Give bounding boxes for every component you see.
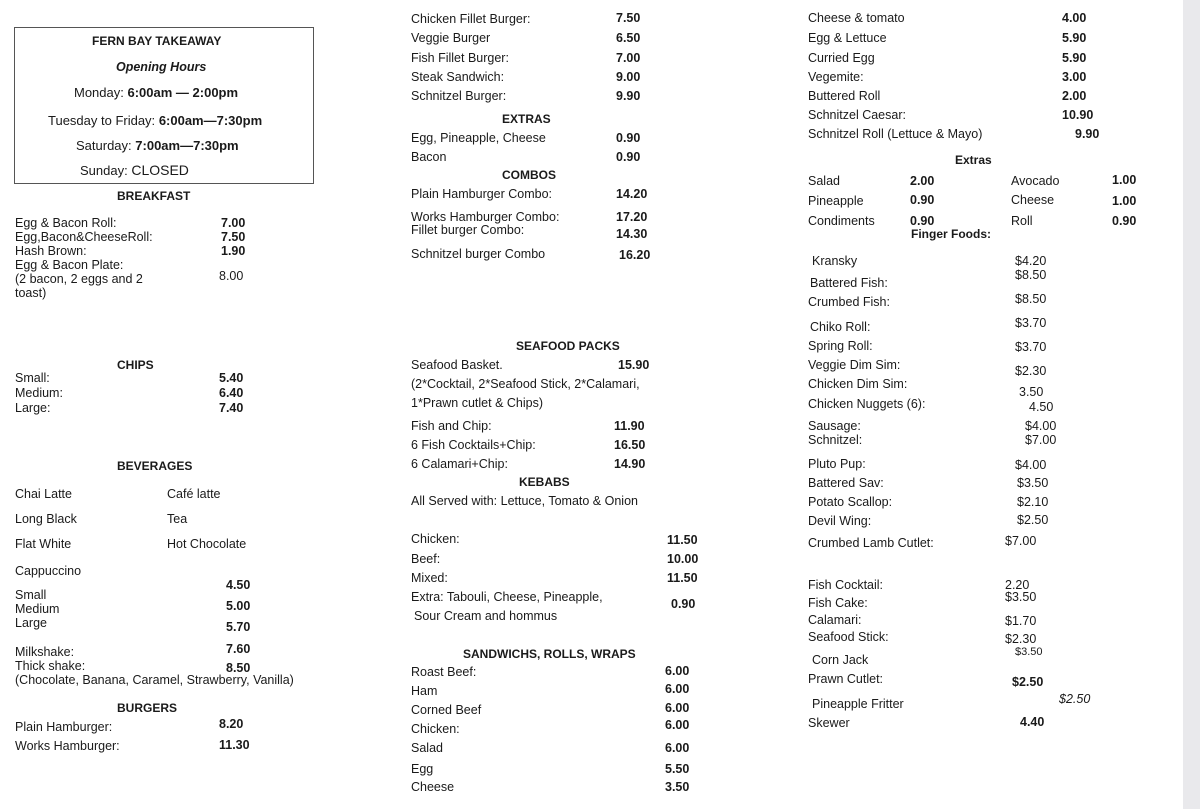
sandwich-price: 2.00 (1062, 89, 1087, 103)
combo-item: Fillet burger Combo: (411, 223, 525, 237)
finger-food-item: Crumbed Fish: (808, 295, 890, 309)
beverage-item: Tea (167, 512, 188, 526)
burger-price: 8.20 (219, 717, 244, 731)
sandwich-price: 6.00 (665, 701, 690, 715)
seafood-item: Fish and Chip: (411, 419, 492, 433)
burger-item: Schnitzel Burger: (411, 89, 507, 103)
finger-food-price: $2.30 (1015, 364, 1047, 378)
side-extra-price: 1.00 (1112, 194, 1137, 208)
burger-price: 6.50 (616, 31, 641, 45)
sandwich-price: 6.00 (665, 718, 690, 732)
sandwich-price: 9.90 (1075, 127, 1100, 141)
kebab-item: Chicken: (411, 532, 460, 546)
kebabs-note: All Served with: Lettuce, Tomato & Onion (411, 494, 638, 508)
beverage-size-price: 4.50 (226, 578, 251, 592)
opening-hours-box (14, 27, 314, 184)
sandwich-price: 6.00 (665, 682, 690, 696)
finger-food-item: Chiko Roll: (810, 320, 871, 334)
finger-food-item: Skewer (808, 716, 850, 730)
seafood-item: 6 Calamari+Chip: (411, 457, 508, 471)
finger-food-item: Seafood Stick: (808, 630, 889, 644)
burger-item: Veggie Burger (411, 31, 491, 45)
milkshake-price: 7.60 (226, 642, 251, 656)
extras-item: Egg, Pineapple, Cheese (411, 131, 546, 145)
hours-saturday: Saturday: 7:00am—7:30pm (76, 138, 239, 153)
sandwich-item: Cheese (411, 780, 455, 794)
finger-food-item: Fish Cake: (808, 596, 868, 610)
finger-food-price: 3.50 (1019, 385, 1044, 399)
combo-price: 17.20 (616, 210, 648, 224)
seafood-item: 6 Fish Cocktails+Chip: (411, 438, 536, 452)
sandwich-item: Roast Beef: (411, 665, 477, 679)
side-extra-item: Avocado (1011, 174, 1060, 188)
beverage-size-price: 5.00 (226, 599, 251, 613)
seafood-price: 15.90 (618, 358, 650, 372)
side-extra-item: Roll (1011, 214, 1033, 228)
extras-price: 0.90 (616, 131, 641, 145)
side-extra-price: 1.00 (1112, 173, 1137, 187)
finger-food-item: Chicken Nuggets (6): (808, 397, 926, 411)
finger-food-price: $1.70 (1005, 614, 1037, 628)
finger-food-price: $2.30 (1005, 632, 1037, 646)
hours-tue-fri: Tuesday to Friday: 6:00am—7:30pm (48, 113, 263, 128)
kebab-item: Mixed: (411, 571, 448, 585)
finger-food-price: 4.40 (1020, 715, 1045, 729)
sandwich-price: 5.90 (1062, 51, 1087, 65)
finger-food-item: Schnitzel: (808, 433, 863, 447)
burger-price: 9.00 (616, 70, 641, 84)
burger-item: Chicken Fillet Burger: (411, 12, 531, 26)
finger-foods-heading: Finger Foods: (911, 227, 991, 241)
kebab-extra-price: 0.90 (671, 597, 696, 611)
sandwich-item: Ham (411, 684, 438, 698)
beverages-heading: BEVERAGES (117, 459, 193, 473)
burger-price: 11.30 (219, 738, 250, 752)
chips-heading: CHIPS (117, 358, 154, 372)
finger-food-item: Crumbed Lamb Cutlet: (808, 536, 934, 550)
finger-food-price: $2.50 (1017, 513, 1049, 527)
combo-item: Schnitzel burger Combo (411, 247, 546, 261)
kebab-extra: Extra: Tabouli, Cheese, Pineapple, (411, 590, 603, 604)
side-extras-heading: Extras (955, 153, 992, 167)
burgers-heading: BURGERS (117, 701, 178, 715)
sandwich-item: Schnitzel Roll (Lettuce & Mayo) (808, 127, 983, 141)
burger-item: Plain Hamburger: (15, 720, 113, 734)
extras-item: Bacon (411, 150, 447, 164)
kebabs-heading: KEBABS (519, 475, 570, 489)
sandwich-price: 3.50 (665, 780, 690, 794)
combos-heading: COMBOS (502, 168, 556, 182)
chips-price: 6.40 (219, 386, 244, 400)
seafood-price: 11.90 (614, 419, 645, 433)
finger-food-item: Spring Roll: (808, 339, 873, 353)
seafood-price: 14.90 (614, 457, 646, 471)
finger-food-price: $4.20 (1015, 254, 1047, 268)
finger-food-price: $4.00 (1015, 458, 1047, 472)
finger-food-item: Pluto Pup: (808, 457, 866, 471)
shop-title: FERN BAY TAKEAWAY (92, 34, 222, 48)
sandwich-item: Chicken: (411, 722, 460, 736)
finger-food-price: $7.00 (1005, 534, 1037, 548)
beverage-item: Long Black (15, 512, 77, 526)
side-extra-price: 0.90 (910, 193, 935, 207)
finger-food-price: $8.50 (1015, 268, 1047, 282)
side-extra-price: 0.90 (910, 214, 935, 228)
sandwich-item: Buttered Roll (808, 89, 881, 103)
side-extra-item: Condiments (808, 214, 875, 228)
finger-food-item: Chicken Dim Sim: (808, 377, 908, 391)
sandwich-price: 4.00 (1062, 11, 1087, 25)
chips-item: Medium: (15, 386, 63, 400)
finger-food-price: $2.10 (1017, 495, 1049, 509)
sandwiches-heading: SANDWICHS, ROLLS, WRAPS (463, 647, 636, 661)
beverage-item: Flat White (15, 537, 72, 551)
beverage-item: Hot Chocolate (167, 537, 247, 551)
burger-item: Works Hamburger: (15, 739, 120, 753)
extras-price: 0.90 (616, 150, 641, 164)
sandwich-item: Egg (411, 762, 434, 776)
milkshake-item: Milkshake: (15, 645, 75, 659)
finger-food-item: Calamari: (808, 613, 862, 627)
burger-price: 9.90 (616, 89, 641, 103)
sandwich-price: 10.90 (1062, 108, 1094, 122)
opening-hours-title: Opening Hours (116, 60, 207, 74)
kebab-price: 10.00 (667, 552, 699, 566)
sandwich-price: 3.00 (1062, 70, 1087, 84)
finger-food-price: $8.50 (1015, 292, 1047, 306)
chips-item: Large: (15, 401, 51, 415)
side-extra-price: 2.00 (910, 174, 935, 188)
thickshake-price: 8.50 (226, 661, 251, 675)
thickshake-item: Thick shake: (15, 659, 86, 673)
sandwich-price: 5.50 (665, 762, 690, 776)
combo-price: 14.30 (616, 227, 648, 241)
chips-item: Small: (15, 371, 50, 385)
finger-food-price: $2.50 (1012, 675, 1044, 689)
beverage-size-price: 5.70 (226, 620, 251, 634)
burger-item: Fish Fillet Burger: (411, 51, 509, 65)
shake-flavours: (Chocolate, Banana, Caramel, Strawberry, Vanilla) (15, 673, 294, 687)
finger-food-price: $3.50 (1005, 590, 1037, 604)
breakfast-price: 1.90 (221, 244, 246, 258)
breakfast-item: Egg,Bacon&CheeseRoll: (15, 230, 153, 244)
sandwich-item: Salad (411, 741, 443, 755)
finger-food-price: $3.70 (1015, 316, 1047, 330)
finger-food-item: Veggie Dim Sim: (808, 358, 901, 372)
kebab-price: 11.50 (667, 533, 698, 547)
beverage-item: Chai Latte (15, 487, 72, 501)
breakfast-note: toast) (15, 286, 47, 300)
finger-food-item: Prawn Cutlet: (808, 672, 884, 686)
chips-price: 5.40 (219, 371, 244, 385)
kebab-extra: Sour Cream and hommus (414, 609, 558, 623)
beverage-size: Large (15, 616, 47, 630)
finger-food-item: Potato Scallop: (808, 495, 893, 509)
breakfast-item: Egg & Bacon Plate: (15, 258, 124, 272)
beverage-size: Medium (15, 602, 60, 616)
sandwich-item: Cheese & tomato (808, 11, 905, 25)
combo-price: 16.20 (619, 248, 651, 262)
burger-item: Steak Sandwich: (411, 70, 505, 84)
sandwich-item: Egg & Lettuce (808, 31, 887, 45)
side-extra-item: Cheese (1011, 193, 1055, 207)
seafood-note: (2*Cocktail, 2*Seafood Stick, 2*Calamari, (411, 377, 640, 391)
sandwich-price: 6.00 (665, 741, 690, 755)
burger-price: 7.00 (616, 51, 641, 65)
side-extra-item: Salad (808, 174, 840, 188)
finger-food-price: 2.20 (1005, 578, 1030, 592)
breakfast-note: (2 bacon, 2 eggs and 2 (15, 272, 143, 286)
sandwich-item: Vegemite: (808, 70, 864, 84)
sandwich-item: Curried Egg (808, 51, 875, 65)
breakfast-price: 8.00 (219, 269, 244, 283)
sandwich-item: Corned Beef (411, 703, 482, 717)
side-extra-item: Pineapple (808, 194, 864, 208)
seafood-item: Seafood Basket. (411, 358, 503, 372)
extras-heading: EXTRAS (502, 112, 551, 126)
finger-food-item: Pineapple Fritter (812, 697, 904, 711)
hours-monday: Monday: 6:00am — 2:00pm (74, 85, 239, 100)
sandwich-price: 6.00 (665, 664, 690, 678)
combo-item: Plain Hamburger Combo: (411, 187, 553, 201)
finger-food-item: Devil Wing: (808, 514, 872, 528)
finger-food-price: $3.70 (1015, 340, 1047, 354)
beverage-item: Café latte (167, 487, 221, 501)
finger-food-item: Fish Cocktail: (808, 578, 884, 592)
finger-food-price: $3.50 (1017, 476, 1049, 490)
burger-price: 7.50 (616, 11, 641, 25)
hours-sunday: Sunday: CLOSED (80, 162, 189, 178)
finger-food-price: $2.50 (1059, 692, 1091, 706)
combo-item: Works Hamburger Combo: (411, 210, 560, 224)
breakfast-item: Hash Brown: (15, 244, 87, 258)
finger-food-item: Sausage: (808, 419, 861, 433)
seafood-note: 1*Prawn cutlet & Chips) (411, 396, 544, 410)
kebab-price: 11.50 (667, 571, 698, 585)
finger-food-item: Kransky (812, 254, 858, 268)
seafood-heading: SEAFOOD PACKS (516, 339, 620, 353)
kebab-item: Beef: (411, 552, 441, 566)
breakfast-item: Egg & Bacon Roll: (15, 216, 117, 230)
sandwich-price: 5.90 (1062, 31, 1087, 45)
sandwich-item: Schnitzel Caesar: (808, 108, 906, 122)
chips-price: 7.40 (219, 401, 244, 415)
finger-food-price: $7.00 (1025, 433, 1057, 447)
breakfast-heading: BREAKFAST (117, 189, 191, 203)
finger-food-item: Battered Sav: (808, 476, 884, 490)
seafood-price: 16.50 (614, 438, 646, 452)
finger-food-price: $3.50 (1015, 646, 1043, 658)
breakfast-price: 7.00 (221, 216, 246, 230)
finger-food-price: $4.00 (1025, 419, 1057, 433)
finger-food-item: Battered Fish: (810, 276, 888, 290)
combo-price: 14.20 (616, 187, 648, 201)
breakfast-price: 7.50 (221, 230, 246, 244)
side-extra-price: 0.90 (1112, 214, 1137, 228)
right-edge-strip (1183, 0, 1200, 809)
finger-food-item: Corn Jack (812, 653, 869, 667)
beverage-item: Cappuccino (15, 564, 82, 578)
finger-food-price: 4.50 (1029, 400, 1054, 414)
beverage-size: Small (15, 588, 47, 602)
